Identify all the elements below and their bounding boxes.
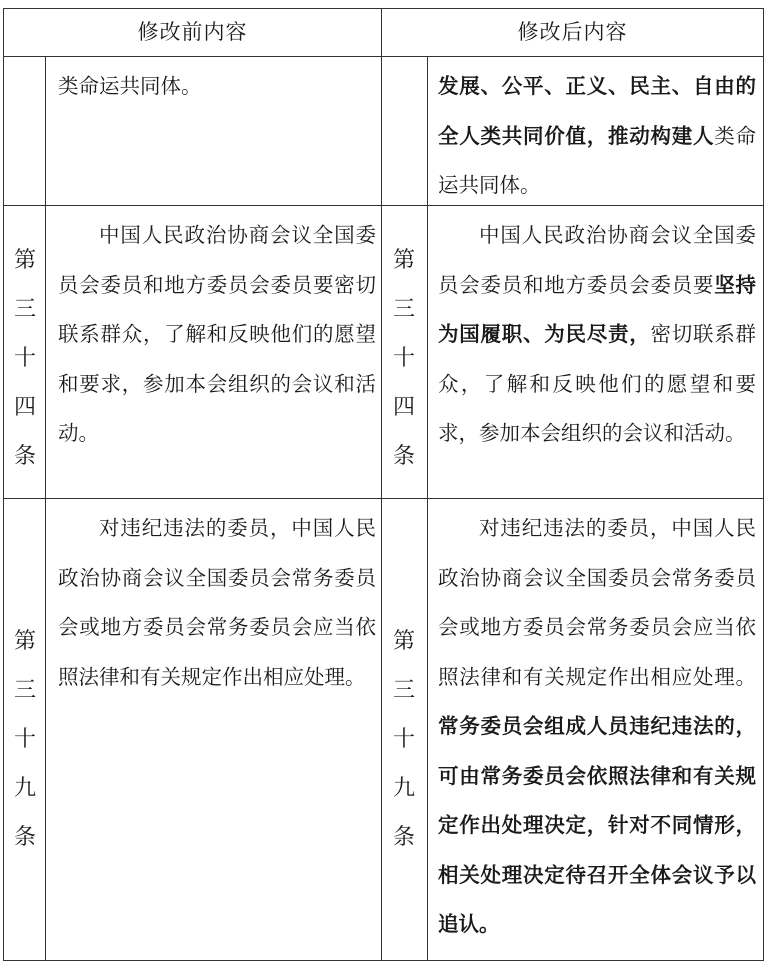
row3-before-text <box>58 504 376 702</box>
row3-after-paragraph <box>438 504 756 950</box>
table-border-left <box>3 8 4 961</box>
article-char: 条 <box>13 825 36 850</box>
article-char: 四 <box>13 395 36 420</box>
row3-after-article-label <box>389 617 419 862</box>
header-divider <box>3 56 764 57</box>
row3-before-article-label <box>10 617 40 862</box>
row1-before-paragraph: 类命运共同体。 <box>58 74 202 98</box>
row2-before-article-label <box>10 236 40 481</box>
article-char: 第 <box>392 629 415 654</box>
row3-after-text <box>438 504 756 950</box>
row2-before-paragraph: 中国人民政治协商会议全国委员会委员和地方委员会委员要密切联系群众，了解和反映他们的愿望和要求，参加本会组织的会议和活动。 <box>58 223 376 445</box>
header-before: 修改前内容 <box>137 20 248 44</box>
article-char: 第 <box>392 248 415 273</box>
row2-after-original-text-2: 密切联系群众，了解和反映他们的愿望和要求，参加本会组织的会议和活动。 <box>438 322 756 445</box>
article-char: 第 <box>13 248 36 273</box>
table-border-bottom <box>3 960 764 961</box>
row3-before-paragraph: 对违纪违法的委员，中国人民政治协商会议全国委员会常务委员会或地方委员会常务委员会应当依照法律和有关规定作出相应处理。 <box>58 516 376 689</box>
article-char: 十 <box>13 727 36 752</box>
article-char: 十 <box>13 346 36 371</box>
article-char: 三 <box>392 297 415 322</box>
row2-after-text <box>438 211 756 459</box>
row3-after-original-text: 对违纪违法的委员，中国人民政治协商会议全国委员会常务委员会或地方委员会常务委员会应当依照法律和有关规定作出相应处理。 <box>438 516 756 689</box>
article-char: 十 <box>392 727 415 752</box>
row1-after-original-text: 类命运共同体。 <box>438 123 756 197</box>
article-char: 四 <box>392 395 415 420</box>
article-char: 条 <box>392 444 415 469</box>
row3-after-added-text: 常务委员会组成人员违纪违法的，可由常务委员会依照法律和有关规定作出处理决定，针对不同情形，相关处理决定待召开全体会议予以追认。 <box>438 714 756 936</box>
row1-after-added-text: 发展、公平、正义、民主、自由的全人类共同价值，推动构建人 <box>438 74 756 148</box>
before-article-divider <box>45 56 46 961</box>
article-char: 三 <box>13 678 36 703</box>
article-char: 九 <box>13 776 36 801</box>
row2-before-text <box>58 211 376 459</box>
row2-after-added-text: 坚持为国履职、为民尽责， <box>438 272 756 346</box>
article-char: 第 <box>13 629 36 654</box>
row1-before-text <box>58 62 376 112</box>
center-divider <box>381 8 382 961</box>
article-char: 三 <box>13 297 36 322</box>
row2-after-article-label <box>389 236 419 481</box>
article-char: 九 <box>392 776 415 801</box>
article-char: 条 <box>13 444 36 469</box>
article-char: 条 <box>392 825 415 850</box>
row-divider-2 <box>3 498 764 499</box>
row2-after-paragraph <box>438 211 756 459</box>
header-after: 修改后内容 <box>517 20 628 44</box>
article-char: 三 <box>392 678 415 703</box>
row1-after-text <box>438 62 756 211</box>
after-article-divider <box>427 56 428 961</box>
row2-after-original-text: 中国人民政治协商会议全国委员会委员和地方委员会委员要 <box>438 223 756 297</box>
table-border-right <box>763 8 764 961</box>
article-char: 十 <box>392 346 415 371</box>
row1-after-paragraph <box>438 62 756 211</box>
